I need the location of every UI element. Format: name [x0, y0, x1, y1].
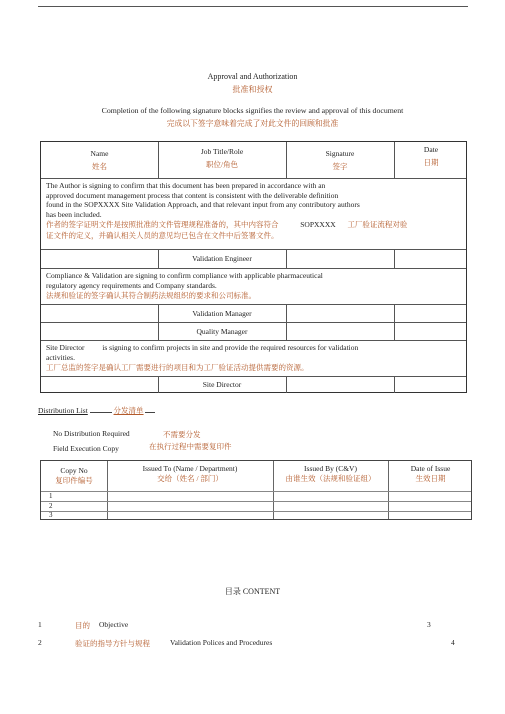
role-site-director: Site Director: [202, 380, 242, 389]
author-statement-line-2: approved document management process that content is consistent with the deliverable definition: [46, 190, 339, 200]
role-validation-manager: Validation Manager: [192, 309, 252, 318]
author-statement-line-1: The Author is signing to confirm that this document has been prepared in accordance with an: [46, 181, 326, 190]
no-distribution-required-cn: 不需要分发: [163, 430, 201, 439]
author-statement-cn-line-2: 证文件的定义，并确认相关人员的意见均已包含在文件中后签署文件。: [46, 231, 279, 240]
compliance-statement-line-1: Compliance & Validation are signing to confirm compliance with applicable pharmaceutical: [46, 271, 323, 280]
header-date: Date 日期: [423, 145, 439, 167]
toc-item-page: 3: [427, 620, 431, 629]
dist-header-issued-by: Issued By (C&V) 由谁生效（法规和验证组）: [285, 464, 376, 483]
compliance-statement-line-2: regulatory agency requirements and Company standards.: [46, 281, 217, 290]
page-title: Approval and Authorization: [207, 72, 298, 81]
page-title-cn: 批准和授权: [232, 85, 273, 94]
distribution-table: [40, 460, 472, 520]
toc-item-page: 4: [451, 638, 455, 647]
distribution-list-label: Distribution List 分发清单: [38, 405, 155, 416]
director-statement-line-2: activities.: [46, 353, 75, 362]
dist-row-number: 1: [49, 492, 53, 500]
director-statement-line-1: Site Director is signing to confirm projects in site and provide the required resources for validation: [46, 343, 359, 352]
toc-title: 目录 CONTENT: [224, 587, 281, 596]
field-execution-copy-cn: 在执行过程中需要复印件: [149, 442, 232, 451]
header-name: Name 姓名: [90, 149, 109, 171]
toc-item-cn: 验证的指导方针与规程: [75, 639, 150, 648]
dist-header-copy-no: Copy No 复印件编号: [55, 466, 93, 485]
director-statement-cn: 工厂总监的签字是确认工厂需要进行的项目和为工厂验证活动提供需要的资源。: [46, 363, 309, 372]
signature-table: [40, 141, 467, 393]
dist-header-date: Date of Issue 生效日期: [410, 464, 451, 483]
intro-text-cn: 完成以下签字意味着完成了对此文件的回顾和批准: [166, 119, 339, 128]
dist-header-issued-to: Issued To (Name / Department) 交给（姓名 / 部门）: [142, 464, 238, 483]
header-job-title: Job Title/Role 职位/角色: [200, 147, 244, 169]
author-statement-cn-line-1: 作者的签字证明文件是按照批准的文件管理规程准备的，其中内容符合 SOPXXXX 工厂验证流程对验: [46, 220, 408, 229]
toc-item-validation-policies[interactable]: Validation Polices and Procedures: [170, 638, 273, 647]
intro-text: Completion of the following signature blocks signifies the review and approval of this document: [101, 106, 404, 115]
role-quality-manager: Quality Manager: [196, 327, 248, 336]
toc-item-number: 1: [38, 620, 42, 629]
dist-row-number: 2: [49, 502, 53, 510]
toc-item-objective[interactable]: Objective: [99, 620, 129, 629]
author-statement-line-4: has been included.: [46, 209, 102, 219]
top-rule: [38, 6, 468, 7]
header-signature: Signature 签字: [325, 149, 355, 171]
no-distribution-required: No Distribution Required: [53, 429, 130, 438]
dist-row-number: 3: [49, 511, 53, 519]
role-validation-engineer: Validation Engineer: [192, 254, 252, 263]
author-statement-line-3: found in the SOPXXXX Site Validation Approach, and that relevant input from any contributory authors: [46, 200, 360, 209]
toc-item-number: 2: [38, 638, 42, 647]
field-execution-copy: Field Execution Copy: [53, 444, 119, 453]
compliance-statement-cn: 法规和验证的签字确认其符合制药法规组织的要求和公司标准。: [46, 291, 256, 300]
toc-item-cn: 目的: [75, 621, 90, 630]
